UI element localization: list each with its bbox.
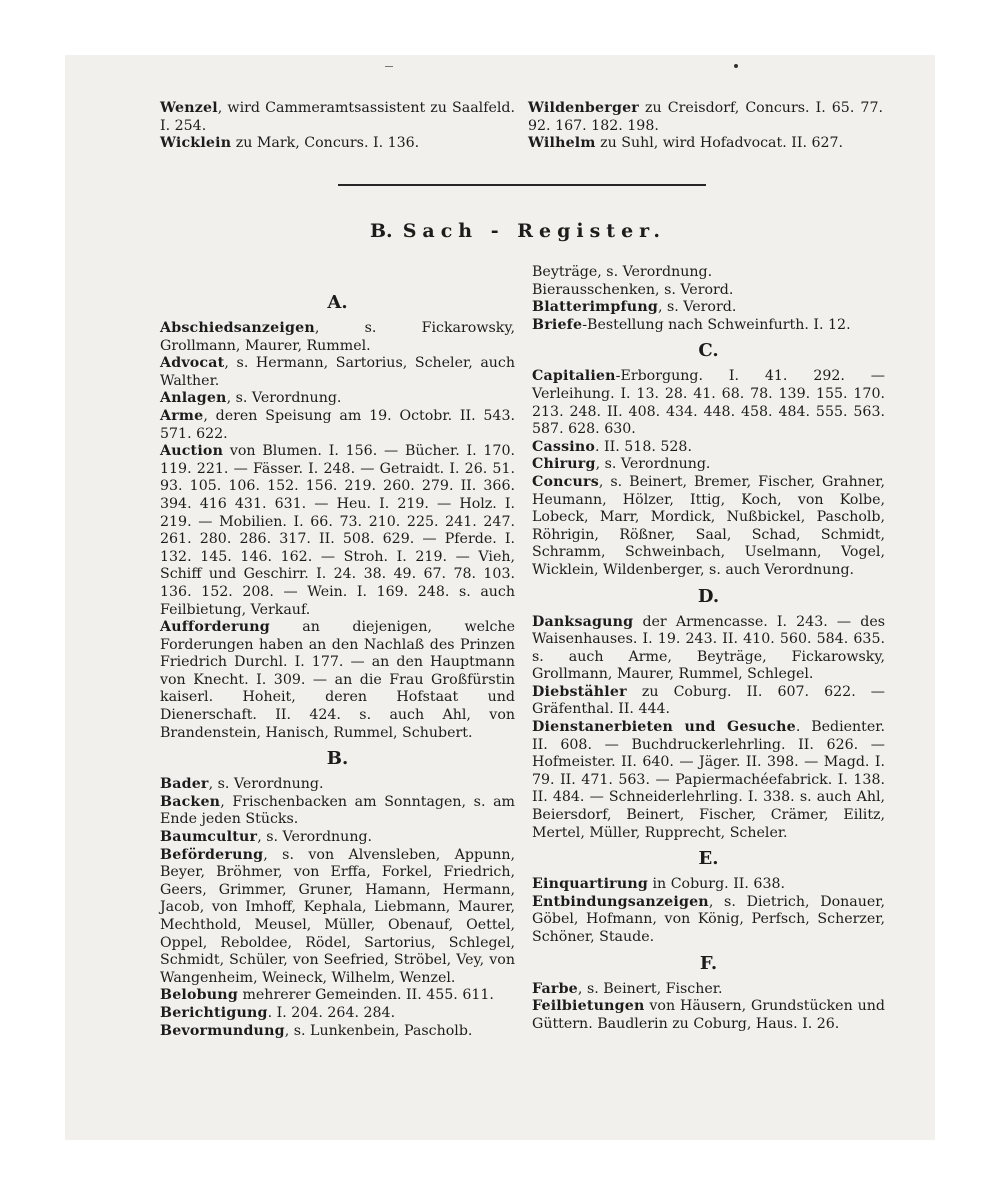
entry-keyword: Berichtigung <box>160 1004 268 1021</box>
entry-keyword: Farbe <box>532 980 578 997</box>
entry-text: an diejenigen, welche Forderungen haben an den Nachlaß des Prinzen Friedrich Durchl. I. 177. — an den Hauptmann von Knecht. I. 309. — an die Frau Großfürstin kaiserl. Hoheit, deren Hofstaat und Dienerschaft. II. 424. s. auch Ahl, von Brandenstein, Hanisch, Rummel, Schubert. <box>160 619 515 741</box>
entry-keyword: Bader <box>160 776 209 793</box>
entry-keyword: Wicklein <box>160 135 232 152</box>
entry-text: , s. von Alvensleben, Appunn, Beyer, Bröhmer, von Erffa, Forkel, Friedrich, Geers, Grimmer, Gruner, Hamann, Hermann, Jacob, von Imhoff, Kephala, Liebmann, Maurer, Mechthold, Meusel, Müller, Obenauf, Oettel, Oppel, Reboldee, Rödel, Sartorius, Schlegel, Schmidt, Schüler, von Seefried, Ströbel, Vey, von Wangenheim, Weineck, Wilhelm, Wenzel. <box>160 846 515 986</box>
entry-text: , s. Verord. <box>657 299 737 316</box>
entry-text: , s. Lunkenbein, Pascholb. <box>284 1022 473 1039</box>
entry-keyword: Chirurg <box>532 456 596 473</box>
entry-keyword: Danksagung <box>532 613 634 630</box>
index-entry <box>532 998 885 1033</box>
entry-text: -Erborgung. I. 41. 292. — Verleihung. I. 13. 28. 41. 68. 78. 139. 155. 170. 213. 248. II. 408. 434. 448. 458. 484. 555. 563. 587. 628. 630. <box>532 368 885 438</box>
entry-text: zu Mark, Concurs. I. 136. <box>231 135 420 152</box>
entry-keyword: Abschiedsanzeigen <box>160 320 315 336</box>
letter-heading: F. <box>699 952 718 974</box>
entry-keyword: Wenzel <box>160 100 218 116</box>
entry-keyword: Beyträge <box>532 264 598 280</box>
entry-text: zu Coburg. II. 607. 622. — Gräfenthal. II. 444. <box>532 683 885 718</box>
index-entry <box>160 355 515 390</box>
index-entry <box>532 894 885 947</box>
ink-speck <box>734 64 738 68</box>
entry-keyword: Aufforderung <box>160 619 270 636</box>
section-divider <box>338 184 706 186</box>
entry-keyword: Capitalien <box>532 368 616 385</box>
entry-text: , s. Beinert, Fischer. <box>577 980 723 997</box>
entry-keyword: Arme <box>160 407 204 424</box>
entry-text: , s. Dietrich, Donauer, Göbel, Hofmann, von König, Perfsch, Scherzer, Schöner, Staude. <box>532 893 885 945</box>
entry-text: , s. Fickarowsky, Grollmann, Maurer, Rummel. <box>160 320 515 354</box>
entry-text: , s. Hermann, Sartorius, Scheler, auch Walther. <box>160 355 515 389</box>
register-right-column <box>532 264 885 1033</box>
index-entry <box>160 847 515 988</box>
entry-text: , s. Beinert, Bremer, Fischer, Grahner, Heumann, Hölzer, Ittig, Koch, von Kolbe, Lobeck, Marr, Mordick, Nußbickel, Pascholb, Röhrigin, Rößner, Saal, Schad, Schmidt, Schramm, Schweinbach, Uselmann, Vogel, Wicklein, Wildenberger, s. auch Verordnung. <box>532 473 885 578</box>
entry-text: in Coburg. II. 638. <box>648 876 786 893</box>
entry-keyword: Cassino <box>532 438 596 455</box>
index-entry <box>160 987 515 1005</box>
index-entry <box>160 100 515 135</box>
entry-keyword: Anlagen <box>160 390 227 407</box>
index-entry <box>532 876 885 894</box>
entry-text: der Armencasse. I. 243. — des Waisenhauses. I. 19. 243. II. 410. 560. 584. 635. s. auch Arme, Beyträge, Fickarowsky, Grollmann, Maurer, Rummel, Schlegel. <box>532 613 885 683</box>
entry-text: , s. Verordnung. <box>597 264 713 280</box>
entry-text: , wird Cammeramtsassistent zu Saalfeld. I. 254. <box>160 100 515 134</box>
index-entry <box>160 829 515 847</box>
previous-register-left <box>160 100 515 153</box>
entry-keyword: Entbindungsanzeigen <box>532 893 709 910</box>
entry-keyword: Belobung <box>160 987 238 1004</box>
index-entry <box>532 368 885 438</box>
entry-keyword: Wilhelm <box>528 135 596 152</box>
index-entry <box>532 614 885 684</box>
entry-keyword: Wildenberger <box>528 100 639 116</box>
entry-keyword: Bierausschenken <box>532 281 656 298</box>
section-title <box>370 220 670 242</box>
entry-text: , s. Verordnung. <box>595 456 711 473</box>
entry-keyword: Advocat <box>160 355 225 372</box>
entry-text: , s. Verordnung. <box>226 390 342 407</box>
letter-heading: C. <box>698 340 719 362</box>
entry-text: , s. Verordnung. <box>257 829 373 846</box>
index-entry <box>160 1005 515 1023</box>
entry-keyword: Blatterimpfung <box>532 299 658 316</box>
section-title-text: Sach - Register. <box>402 220 667 242</box>
previous-register-right <box>528 100 883 153</box>
entry-keyword: Concurs <box>532 473 599 490</box>
index-entry <box>160 794 515 829</box>
entry-text: von Blumen. I. 156. — Bücher. I. 170. 119. 221. — Fässer. I. 248. — Getraidt. I. 26. 51. 93. 105. 106. 152. 156. 219. 260. 279. II. 366. 394. 416 431. 631. — Heu. I. 219. — Holz. I. 219. — Mobilien. I. 66. 73. 210. 225. 241. 247. 261. 280. 286. 317. II. 508. 629. — Pferde. I. 132. 145. 146. 162. — Stroh. I. 219. — Vieh, Schiff und Geschirr. I. 24. 38. 49. 67. 78. 103. 136. 152. 208. — Wein. I. 169. 248. s. auch Feilbietung, Verkauf. <box>160 443 515 618</box>
entry-keyword: Bevormundung <box>160 1022 285 1039</box>
entry-keyword: Einquartirung <box>532 876 648 893</box>
index-entry <box>160 1023 515 1041</box>
index-entry <box>532 981 885 999</box>
section-letter: B. <box>370 220 393 242</box>
entry-text: von Häusern, Grundstücken und Güttern. Baudlerin zu Coburg, Haus. I. 26. <box>532 998 885 1032</box>
entry-keyword: Baumcultur <box>160 829 258 846</box>
register-left-column <box>160 286 515 1040</box>
entry-text: , deren Speisung am 19. Octobr. II. 543. 571. 622. <box>160 407 515 442</box>
index-entry <box>532 439 885 457</box>
entry-keyword: Briefe <box>532 316 583 333</box>
letter-heading: A. <box>327 292 348 313</box>
index-entry <box>532 719 885 842</box>
index-entry <box>160 135 515 153</box>
entry-text: . II. 518. 528. <box>595 438 692 455</box>
index-entry <box>528 100 883 135</box>
index-entry <box>532 684 885 719</box>
letter-heading: D. <box>697 585 720 607</box>
entry-keyword: Dienstanerbieten und Gesuche <box>532 719 796 736</box>
entry-text: , Frischenbacken am Sonntagen, s. am Ende jeden Stücks. <box>160 793 515 828</box>
index-entry <box>160 776 515 794</box>
entry-text: mehrerer Gemeinden. II. 455. 611. <box>237 987 494 1004</box>
entry-keyword: Beförderung <box>160 846 264 863</box>
index-entry <box>160 443 515 619</box>
index-entry <box>160 408 515 443</box>
index-entry <box>528 135 883 153</box>
index-entry <box>532 299 885 317</box>
entry-keyword: Feilbietungen <box>532 998 645 1015</box>
index-entry <box>532 317 885 335</box>
letter-heading: E. <box>698 848 719 870</box>
entry-text: . Bedienter. II. 608. — Buchdruckerlehrling. II. 626. — Hofmeister. II. 640. — Jäger. II. 398. — Magd. I. 79. II. 471. 563. — Papiermachéefabrick. I. 138. II. 484. — Schneiderlehrling. I. 338. s. auch Ahl, Beiersdorf, Beinert, Fischer, Crämer, Eilitz, Mertel, Müller, Rupprecht, Scheler. <box>532 719 885 841</box>
entry-text: -Bestellung nach Schweinfurth. I. 12. <box>582 316 851 333</box>
entry-text: , s. Verord. <box>655 281 734 298</box>
index-entry <box>160 619 515 742</box>
entry-keyword: Diebstähler <box>532 683 627 700</box>
index-entry <box>160 320 515 355</box>
index-entry <box>160 390 515 408</box>
ink-dash <box>385 66 393 67</box>
index-entry <box>532 474 885 580</box>
letter-heading: B. <box>326 748 349 770</box>
entry-keyword: Backen <box>160 793 221 810</box>
entry-text: zu Creisdorf, Concurs. I. 65. 77. 92. 167. 182. 198. <box>528 100 883 134</box>
entry-text: zu Suhl, wird Hofadvocat. II. 627. <box>595 135 844 152</box>
entry-text: . I. 204. 264. 284. <box>267 1004 396 1021</box>
entry-text: , s. Verordnung. <box>208 776 324 793</box>
entry-keyword: Auction <box>160 443 224 460</box>
index-entry <box>532 456 885 474</box>
index-entry <box>532 264 885 282</box>
index-entry <box>532 282 885 300</box>
